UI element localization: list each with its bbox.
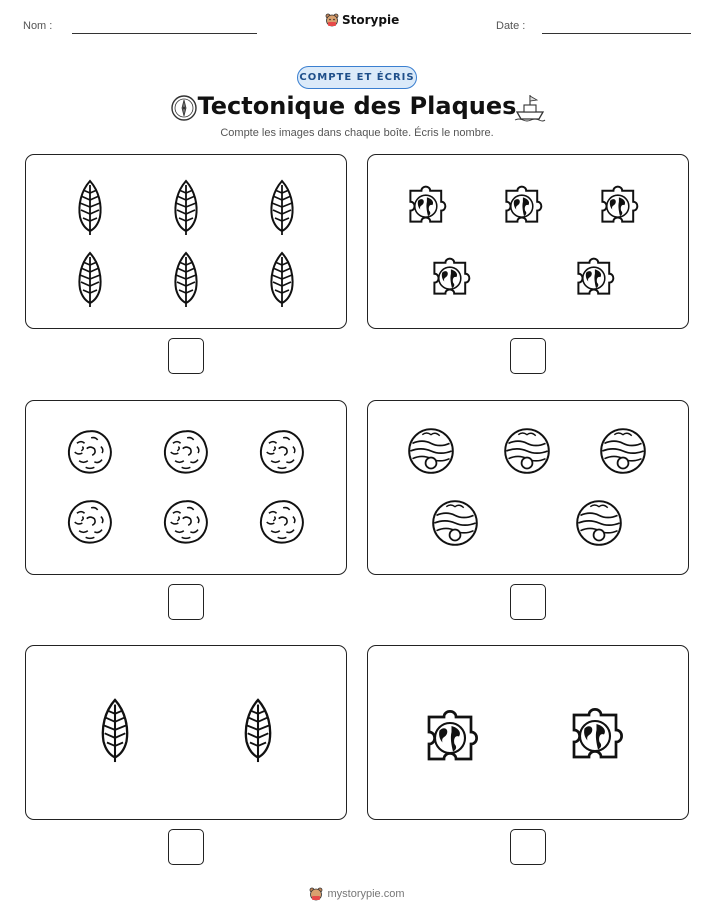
counting-box-3 xyxy=(25,400,347,575)
counting-box-6 xyxy=(367,645,689,820)
rock-icon xyxy=(66,498,114,546)
answer-box-1[interactable] xyxy=(168,338,204,374)
answer-box-4[interactable] xyxy=(510,584,546,620)
rock-icon xyxy=(162,428,210,476)
answer-box-2[interactable] xyxy=(510,338,546,374)
rock-icon xyxy=(162,498,210,546)
activity-badge: COMPTE ET ÉCRIS xyxy=(297,66,417,89)
planet-layers-icon xyxy=(599,427,647,475)
leaf-icon xyxy=(166,251,206,309)
earth-puzzle-icon xyxy=(430,254,474,298)
rock-icon xyxy=(258,428,306,476)
answer-box-6[interactable] xyxy=(510,829,546,865)
earth-puzzle-icon xyxy=(423,705,483,765)
planet-layers-icon xyxy=(431,499,479,547)
answer-box-3[interactable] xyxy=(168,584,204,620)
earth-puzzle-icon xyxy=(598,182,642,226)
leaf-icon xyxy=(70,251,110,309)
name-line[interactable] xyxy=(72,33,257,34)
planet-layers-icon xyxy=(503,427,551,475)
answer-box-5[interactable] xyxy=(168,829,204,865)
rock-icon xyxy=(66,428,114,476)
counting-box-5 xyxy=(25,645,347,820)
leaf-icon xyxy=(70,179,110,237)
brand-name: Storypie xyxy=(342,13,400,27)
leaf-icon xyxy=(262,179,302,237)
instructions: Compte les images dans chaque boîte. Écris le nombre. xyxy=(220,127,494,139)
bear-logo-icon xyxy=(325,13,339,27)
leaf-icon xyxy=(166,179,206,237)
earth-puzzle-icon xyxy=(406,182,450,226)
brand-logo xyxy=(325,13,399,27)
date-label: Date : xyxy=(496,20,526,32)
leaf-icon xyxy=(92,697,138,765)
page-title: Tectonique des Plaques xyxy=(197,92,517,120)
name-label: Nom : xyxy=(23,20,53,32)
leaf-icon xyxy=(262,251,302,309)
earth-puzzle-icon xyxy=(568,703,628,763)
planet-layers-icon xyxy=(407,427,455,475)
earth-puzzle-icon xyxy=(502,182,546,226)
counting-box-2 xyxy=(367,154,689,329)
footer-link[interactable]: mystorypie.com xyxy=(327,888,405,900)
footer xyxy=(0,887,714,901)
ship-icon xyxy=(514,92,546,122)
bear-logo-icon xyxy=(309,887,323,901)
earth-puzzle-icon xyxy=(574,254,618,298)
leaf-icon xyxy=(235,697,281,765)
rock-icon xyxy=(258,498,306,546)
date-line[interactable] xyxy=(542,33,691,34)
planet-layers-icon xyxy=(575,499,623,547)
